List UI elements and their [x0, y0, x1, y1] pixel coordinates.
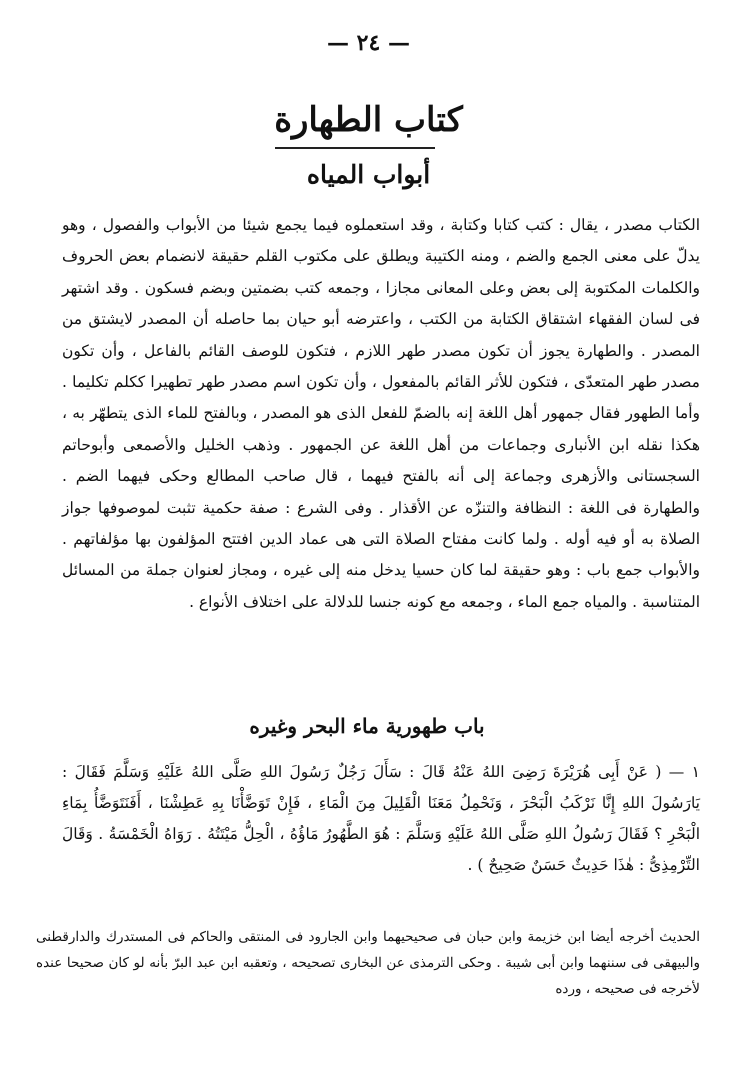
- chapter-title: أبواب المياه: [306, 160, 431, 189]
- title-underline: [275, 147, 435, 149]
- book-title: كتاب الطهارة: [274, 100, 463, 140]
- section-heading: باب طهورية ماء البحر وغيره: [249, 714, 485, 738]
- hadith-text: ١ — ( عَنْ أَبِى هُرَيْرَةَ رَضِىَ اللهُ عَنْهُ قَالَ : سَأَلَ رَجُلٌ رَسُولَ اللهِ صَلَّى اللهُ عَلَيْهِ وَسَلَّمَ فَقَالَ : يَارَسُولَ اللهِ إِنَّا نَرْكَبُ الْبَحْرَ ، وَنَحْمِلُ مَعَنَا الْقَلِيلَ مِنَ الْمَاءِ ، فَإِنْ تَوَضَّأْنَا بِهِ عَطِشْنَا ، أَفَنَتَوَضَّأُ بِمَاءِ الْبَحْرِ ؟ فَقَالَ رَسُولُ اللهِ صَلَّى اللهُ عَلَيْهِ وَسَلَّمَ : هُوَ الطَّهُورُ مَاؤُهُ ، الْحِلُّ مَيْتَتُهُ . رَوَاهُ الْخَمْسَةُ . وَقَالَ التِّرْمِذِىُّ : هٰذَا حَدِيثٌ حَسَنٌ صَحِيحٌ ) .: [62, 763, 700, 874]
- commentary-text: الحديث أخرجه أيضا ابن خزيمة وابن حبان فى صحيحيهما وابن الجارود فى المنتقى والحاكم فى المستدرك والدارقطنى والبيهقى فى سننهما وابن أبى شيبة . وحكى الترمذى عن البخارى تصحيحه ، وتعقبه ابن عبد البرّ بأنه لو كان صحيحا عنده لأخرجه فى صحيحه ، ورده: [36, 929, 700, 997]
- intro-paragraph: [62, 210, 700, 618]
- intro-paragraph-text: الكتاب مصدر ، يقال : كتب كتابا وكتابة ، وقد استعملوه فيما يجمع شيئا من الأبواب والفصول ، وهو يدلّ على معنى الجمع والضم ، ومنه الكتيبة ويطلق على مكتوب القلم حقيقة لانضمام بعض الحروف والكلمات المكتوبة إلى بعض وعلى المعانى مجازا ، وجمعه كتب بضمتين وبضم فسكون . وقد اشتهر فى لسان الفقهاء اشتقاق الكتابة من الكتب ، واعترضه أبو حيان بما حاصله أن المصدر لايشتق من المصدر . والطهارة يجوز أن تكون مصدر طهر اللازم ، فتكون للوصف القائم بالفاعل ، وأن تكون مصدر طهر المتعدّى ، فتكون للأثر القائم بالمفعول ، وأن تكون اسم مصدر طهر تطهيرا ككلم تكليما . وأما الطهور فقال جمهور أهل اللغة إنه بالضمّ للفعل الذى هو المصدر ، وبالفتح للماء الذى يتطهّر به ، هكذا نقله ابن الأنبارى وجماعات من أهل اللغة عن الجمهور . وذهب الخليل والأصمعى وأبوحاتم السجستانى والأزهرى وجماعة إلى أنه بالفتح فيهما ، قال صاحب المطالع وحكى فيهما الضم . والطهارة فى اللغة : النظافة والتنزّه عن الأقذار . وفى الشرع : صفة حكمية تثبت لموصوفها جواز الصلاة به أو فيه أوله . ولما كانت مفتاح الصلاة التى هى عماد الدين افتتح المؤلفون بها مؤلفاتهم . والأبواب جمع باب : وهو حقيقة لما كان حسيا يدخل منه إلى غيره ، ومجاز لعنوان جملة من المسائل المتناسبة . والمياه جمع الماء ، وجمعه مع كونه جنسا للدلالة على اختلاف الأنواع .: [62, 216, 700, 611]
- hadith-block: [62, 757, 700, 881]
- commentary-block: [36, 924, 700, 1002]
- page-number: — ٢٤ —: [327, 30, 410, 56]
